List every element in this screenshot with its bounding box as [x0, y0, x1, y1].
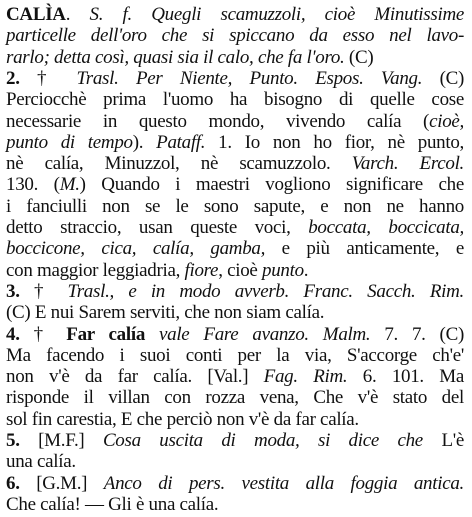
text: [M.F.]: [19, 430, 103, 451]
text: †: [19, 67, 77, 89]
entry-line: [6, 345, 464, 367]
italic-text: particelle dell'oro che si spiccano da esso nel lavo-: [6, 25, 464, 47]
entry-line: [6, 451, 464, 473]
italic-text: cioè,: [429, 110, 464, 132]
italic-text: vale Fare avanzo. Malm.: [145, 323, 371, 345]
italic-text: fiore: [184, 259, 219, 281]
bold-text: 4.: [6, 323, 20, 345]
bold-text: 6.: [6, 472, 20, 494]
text: ).: [132, 131, 157, 153]
text: .: [65, 4, 90, 25]
entry-line: [6, 196, 464, 218]
text: 130. (: [6, 174, 60, 196]
entry-line: [6, 174, 464, 196]
text: (C) E nui Sarem serviti, che non siam calía.: [6, 302, 325, 324]
text: 7. 7. (C): [370, 323, 464, 345]
text: Perciocchè prima l'uomo ha bisogno di quelle cose: [6, 89, 464, 111]
text: †: [19, 280, 68, 302]
text: sol fin carestia, E che perciò non v'è da far calía.: [6, 408, 359, 430]
text: [G.M.]: [19, 472, 104, 494]
italic-text: Fag. Rim.: [263, 366, 348, 388]
text: e più anticamente, e: [265, 238, 464, 260]
entry-line: [6, 217, 464, 239]
entry-line: [6, 260, 464, 282]
italic-text: punto: [262, 259, 304, 281]
bold-text: CALÌA: [6, 4, 66, 25]
text: †: [19, 323, 67, 345]
text: una calía.: [6, 451, 76, 473]
entry-line: [6, 324, 464, 346]
text: nè calía, Minuzzol, nè scamuzzolo.: [6, 153, 352, 175]
italic-text: Pataff.: [156, 131, 206, 153]
entry-line: [6, 68, 464, 90]
text: necessarie in questo mondo, vivendo calía (: [6, 110, 430, 132]
text: Che calía! — Gli è una calía.: [6, 493, 219, 515]
text: detto straccio, usan queste voci,: [6, 217, 309, 238]
entry-line: [6, 25, 464, 47]
text: .: [303, 259, 309, 281]
entry-line: [6, 281, 464, 303]
entry-line: [6, 132, 464, 154]
entry-line: [6, 111, 464, 133]
text: (C): [344, 46, 374, 68]
bold-text: 2.: [6, 67, 20, 89]
italic-text: Trasl., e in modo avverb. Franc. Sacch. Rim.: [67, 280, 464, 302]
italic-text: S. f. Quegli scamuzzoli, cioè Minutissime: [89, 4, 464, 25]
entry-line: [6, 430, 464, 452]
text: , cioè: [218, 259, 262, 281]
italic-text: Trasl. Per Niente, Punto. Espos. Vang.: [76, 67, 423, 89]
italic-text: boccicone, cica, calía, gamba,: [6, 238, 266, 260]
entry-line: [6, 494, 464, 516]
italic-text: M.: [59, 174, 80, 196]
entry-line: [6, 89, 464, 111]
entry-line: [6, 153, 464, 175]
italic-text: Anco di pers. vestita alla foggia antica.: [103, 472, 464, 494]
text: non v'è da far calía. [Val.]: [6, 366, 264, 388]
italic-text: punto di tempo: [6, 131, 133, 153]
entry-line: [6, 302, 464, 324]
text: Ma facendo i suoi conti per la via, S'accorge ch'e': [6, 344, 464, 366]
text: con maggior leggiadria,: [6, 259, 185, 281]
italic-text: Varch. Ercol.: [351, 153, 464, 175]
text: 1. Io non ho fior, nè punto,: [205, 131, 465, 153]
italic-text: rarlo; detta così, quasi sia il calo, che fa l'oro.: [6, 46, 345, 68]
bold-text: 3.: [6, 280, 20, 302]
text: ) Quando i maestri vogliono significare che: [79, 174, 464, 196]
bold-text: 5.: [6, 430, 20, 451]
entry-line: [6, 387, 464, 409]
text: i fanciulli non se le sono sapute, e non ne hanno: [6, 195, 464, 217]
italic-text: boccata, boccicata,: [308, 217, 464, 238]
text: risponde il villan con rozza vena, Che v'è stato del: [6, 387, 464, 409]
bold-text: Far calía: [66, 323, 146, 345]
entry-line: [6, 473, 464, 495]
text: (C): [422, 67, 464, 89]
entry-line: [6, 47, 464, 69]
entry-line: [6, 366, 464, 388]
text: 6. 101. Ma: [347, 366, 464, 388]
entry-line: [6, 238, 464, 260]
entry-line: [6, 4, 464, 26]
italic-text: Cosa uscita di moda, si dice che: [102, 430, 423, 451]
entry-line: [6, 409, 464, 431]
text: L'è: [422, 430, 465, 451]
